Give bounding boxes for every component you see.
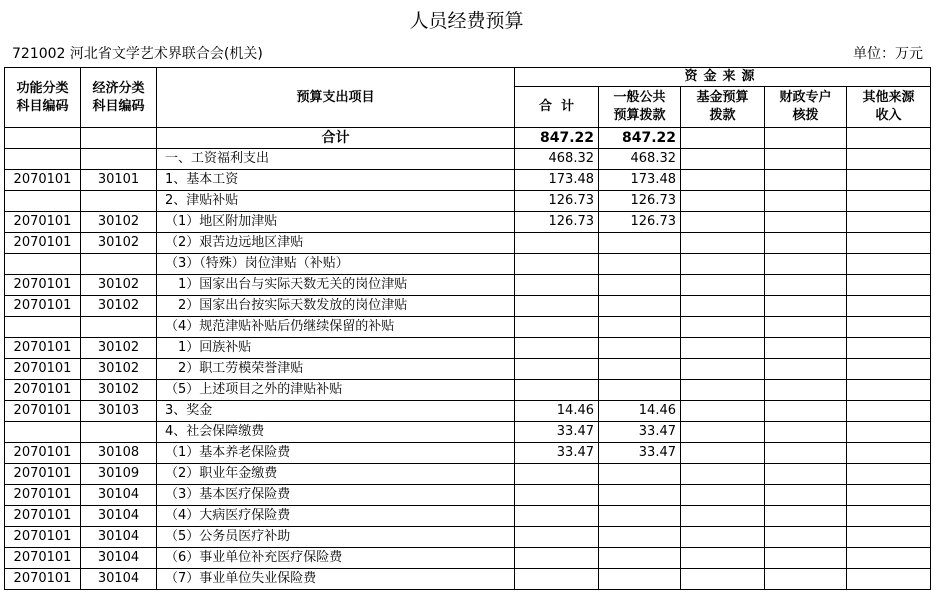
fund-budget-cell xyxy=(681,233,765,254)
total-cell: 33.47 xyxy=(515,443,599,464)
item-cell: 1）回族补贴 xyxy=(157,338,515,359)
item-cell: （6）事业单位补充医疗保险费 xyxy=(157,548,515,569)
item-cell: （1）地区附加津贴 xyxy=(157,212,515,233)
func-code-cell: 2070101 xyxy=(5,527,81,548)
total-cell xyxy=(515,506,599,527)
total-econ-cell xyxy=(81,128,157,149)
table-row xyxy=(5,443,931,464)
item-cell: 1）国家出台与实际天数无关的岗位津贴 xyxy=(157,275,515,296)
page-title: 人员经费预算 xyxy=(409,10,524,32)
other-income-cell xyxy=(847,191,931,212)
fiscal-special-cell xyxy=(765,527,847,548)
fund-budget-cell xyxy=(681,212,765,233)
econ-code-cell xyxy=(81,422,157,443)
item-cell: （3）基本医疗保险费 xyxy=(157,485,515,506)
item-cell: （7）事业单位失业保险费 xyxy=(157,569,515,590)
header-fund-budget xyxy=(681,87,765,128)
econ-code-cell xyxy=(81,191,157,212)
fiscal-special-cell xyxy=(765,422,847,443)
fiscal-special-cell xyxy=(765,569,847,590)
fiscal-special-cell xyxy=(765,548,847,569)
fund-budget-cell xyxy=(681,275,765,296)
header-econ-code xyxy=(81,68,157,128)
other-income-cell xyxy=(847,527,931,548)
general-public-cell xyxy=(599,359,681,380)
fiscal-special-cell xyxy=(765,254,847,275)
general-public-cell xyxy=(599,569,681,590)
general-public-cell xyxy=(599,233,681,254)
total-cell xyxy=(515,275,599,296)
general-public-cell xyxy=(599,275,681,296)
econ-code-cell: 30102 xyxy=(81,212,157,233)
item-cell: （2）职业年金缴费 xyxy=(157,464,515,485)
econ-code-cell: 30104 xyxy=(81,506,157,527)
total-cell: 33.47 xyxy=(515,422,599,443)
header-general-public xyxy=(599,87,681,128)
table-row xyxy=(5,569,931,590)
fund-budget-cell xyxy=(681,317,765,338)
fund-budget-cell xyxy=(681,569,765,590)
header-fund-budget-line2: 拨款 xyxy=(709,108,736,123)
other-income-cell xyxy=(847,233,931,254)
total-cell xyxy=(515,359,599,380)
general-public-cell xyxy=(599,464,681,485)
budget-table xyxy=(4,67,931,590)
table-row xyxy=(5,359,931,380)
fiscal-special-cell xyxy=(765,317,847,338)
header-econ-code-line2: 科目编码 xyxy=(92,98,145,114)
general-public-cell: 33.47 xyxy=(599,443,681,464)
item-cell: 4、社会保障缴费 xyxy=(157,422,515,443)
header-func-code-line1: 功能分类 xyxy=(16,80,69,96)
total-cell xyxy=(515,338,599,359)
func-code-cell xyxy=(5,254,81,275)
fund-budget-cell xyxy=(681,380,765,401)
general-public-cell xyxy=(599,317,681,338)
econ-code-cell: 30108 xyxy=(81,443,157,464)
fund-budget-cell xyxy=(681,149,765,170)
func-code-cell xyxy=(5,317,81,338)
fiscal-special-cell xyxy=(765,212,847,233)
other-income-cell xyxy=(847,170,931,191)
total-cell xyxy=(515,569,599,590)
econ-code-cell: 30104 xyxy=(81,527,157,548)
fund-budget-cell xyxy=(681,359,765,380)
item-cell: 3、奖金 xyxy=(157,401,515,422)
fund-budget-cell xyxy=(681,506,765,527)
header-other-income-line2: 收入 xyxy=(875,108,902,123)
fiscal-special-cell xyxy=(765,275,847,296)
other-income-cell xyxy=(847,359,931,380)
item-cell: 1、基本工资 xyxy=(157,170,515,191)
other-income-cell xyxy=(847,338,931,359)
fund-budget-cell xyxy=(681,443,765,464)
total-row xyxy=(5,128,931,149)
other-income-cell xyxy=(847,485,931,506)
econ-code-cell: 30102 xyxy=(81,338,157,359)
item-cell: （5）上述项目之外的津贴补贴 xyxy=(157,380,515,401)
header-total: 合 计 xyxy=(515,87,599,128)
header-fiscal-special xyxy=(765,87,847,128)
total-other-income xyxy=(847,128,931,149)
general-public-cell xyxy=(599,338,681,359)
table-row xyxy=(5,485,931,506)
func-code-cell: 2070101 xyxy=(5,443,81,464)
total-cell: 173.48 xyxy=(515,170,599,191)
table-row xyxy=(5,464,931,485)
general-public-cell: 173.48 xyxy=(599,170,681,191)
table-body xyxy=(5,128,931,590)
item-cell: （5）公务员医疗补助 xyxy=(157,527,515,548)
fund-budget-cell xyxy=(681,254,765,275)
econ-code-cell: 30104 xyxy=(81,485,157,506)
other-income-cell xyxy=(847,380,931,401)
item-cell: （4）大病医疗保险费 xyxy=(157,506,515,527)
item-cell: （2）艰苦边远地区津贴 xyxy=(157,233,515,254)
total-cell: 468.32 xyxy=(515,149,599,170)
item-cell: 2、津贴补贴 xyxy=(157,191,515,212)
fiscal-special-cell xyxy=(765,464,847,485)
table-row xyxy=(5,170,931,191)
fiscal-special-cell xyxy=(765,233,847,254)
other-income-cell xyxy=(847,464,931,485)
econ-code-cell: 30101 xyxy=(81,170,157,191)
fiscal-special-cell xyxy=(765,401,847,422)
func-code-cell: 2070101 xyxy=(5,401,81,422)
econ-code-cell xyxy=(81,149,157,170)
header-fiscal-special-line2: 核拨 xyxy=(792,108,819,123)
table-row xyxy=(5,338,931,359)
table-row xyxy=(5,191,931,212)
econ-code-cell: 30104 xyxy=(81,548,157,569)
unit-label: 单位：万元 xyxy=(853,46,923,62)
total-label: 合计 xyxy=(157,128,515,149)
table-row xyxy=(5,296,931,317)
general-public-cell: 468.32 xyxy=(599,149,681,170)
fiscal-special-cell xyxy=(765,380,847,401)
table-row xyxy=(5,212,931,233)
other-income-cell xyxy=(847,317,931,338)
func-code-cell: 2070101 xyxy=(5,359,81,380)
general-public-cell xyxy=(599,254,681,275)
other-income-cell xyxy=(847,506,931,527)
general-public-cell xyxy=(599,296,681,317)
header-general-public-line1: 一般公共 xyxy=(613,90,666,105)
econ-code-cell xyxy=(81,317,157,338)
header-fund-budget-line1: 基金预算 xyxy=(696,90,749,105)
total-cell: 14.46 xyxy=(515,401,599,422)
fiscal-special-cell xyxy=(765,359,847,380)
fund-budget-cell xyxy=(681,548,765,569)
total-cell xyxy=(515,380,599,401)
fund-budget-cell xyxy=(681,464,765,485)
fiscal-special-cell xyxy=(765,506,847,527)
func-code-cell: 2070101 xyxy=(5,506,81,527)
total-cell xyxy=(515,317,599,338)
total-func-cell xyxy=(5,128,81,149)
fund-budget-cell xyxy=(681,401,765,422)
func-code-cell: 2070101 xyxy=(5,485,81,506)
header-funding-source: 资金来源 xyxy=(515,68,931,87)
table-row xyxy=(5,506,931,527)
econ-code-cell: 30109 xyxy=(81,464,157,485)
func-code-cell: 2070101 xyxy=(5,338,81,359)
fiscal-special-cell xyxy=(765,443,847,464)
table-row xyxy=(5,422,931,443)
fund-budget-cell xyxy=(681,422,765,443)
general-public-cell xyxy=(599,485,681,506)
econ-code-cell xyxy=(81,254,157,275)
header-fiscal-special-line1: 财政专户 xyxy=(779,90,832,105)
table-row xyxy=(5,275,931,296)
other-income-cell xyxy=(847,254,931,275)
fiscal-special-cell xyxy=(765,170,847,191)
func-code-cell: 2070101 xyxy=(5,380,81,401)
func-code-cell: 2070101 xyxy=(5,170,81,191)
other-income-cell xyxy=(847,569,931,590)
general-public-cell xyxy=(599,548,681,569)
other-income-cell xyxy=(847,548,931,569)
total-cell xyxy=(515,485,599,506)
organization-line: 721002 河北省文学艺术界联合会(机关) xyxy=(12,46,263,62)
fund-budget-cell xyxy=(681,527,765,548)
item-cell: 2）职工劳模荣誉津贴 xyxy=(157,359,515,380)
general-public-cell xyxy=(599,380,681,401)
fund-budget-cell xyxy=(681,170,765,191)
header-func-code-line2: 科目编码 xyxy=(16,98,69,114)
func-code-cell xyxy=(5,422,81,443)
header-func-code xyxy=(5,68,81,128)
total-amount: 847.22 xyxy=(515,128,599,149)
econ-code-cell: 30102 xyxy=(81,275,157,296)
func-code-cell: 2070101 xyxy=(5,212,81,233)
fund-budget-cell xyxy=(681,485,765,506)
other-income-cell xyxy=(847,275,931,296)
func-code-cell xyxy=(5,149,81,170)
econ-code-cell: 30104 xyxy=(81,569,157,590)
header-other-income-line1: 其他来源 xyxy=(862,90,915,105)
table-row xyxy=(5,527,931,548)
func-code-cell: 2070101 xyxy=(5,233,81,254)
total-cell xyxy=(515,527,599,548)
other-income-cell xyxy=(847,401,931,422)
item-cell: （1）基本养老保险费 xyxy=(157,443,515,464)
item-cell: 一、工资福利支出 xyxy=(157,149,515,170)
item-cell: 2）国家出台按实际天数发放的岗位津贴 xyxy=(157,296,515,317)
total-cell xyxy=(515,233,599,254)
table-row xyxy=(5,401,931,422)
func-code-cell: 2070101 xyxy=(5,569,81,590)
other-income-cell xyxy=(847,296,931,317)
header-econ-code-line1: 经济分类 xyxy=(92,80,145,96)
item-cell: （3）（特殊）岗位津贴（补贴） xyxy=(157,254,515,275)
total-cell: 126.73 xyxy=(515,212,599,233)
other-income-cell xyxy=(847,149,931,170)
func-code-cell: 2070101 xyxy=(5,548,81,569)
total-cell xyxy=(515,254,599,275)
fiscal-special-cell xyxy=(765,191,847,212)
general-public-cell: 14.46 xyxy=(599,401,681,422)
total-general-public: 847.22 xyxy=(599,128,681,149)
fund-budget-cell xyxy=(681,338,765,359)
econ-code-cell: 30102 xyxy=(81,359,157,380)
func-code-cell: 2070101 xyxy=(5,464,81,485)
table-row xyxy=(5,380,931,401)
func-code-cell: 2070101 xyxy=(5,275,81,296)
table-header xyxy=(5,68,931,128)
fiscal-special-cell xyxy=(765,149,847,170)
econ-code-cell: 30102 xyxy=(81,296,157,317)
table-row xyxy=(5,254,931,275)
total-cell: 126.73 xyxy=(515,191,599,212)
header-general-public-line2: 预算拨款 xyxy=(613,108,666,123)
general-public-cell: 126.73 xyxy=(599,212,681,233)
table-row xyxy=(5,233,931,254)
total-cell xyxy=(515,548,599,569)
other-income-cell xyxy=(847,212,931,233)
item-cell: （4）规范津贴补贴后仍继续保留的补贴 xyxy=(157,317,515,338)
econ-code-cell: 30102 xyxy=(81,380,157,401)
general-public-cell xyxy=(599,527,681,548)
total-fiscal-special xyxy=(765,128,847,149)
table-row xyxy=(5,317,931,338)
econ-code-cell: 30103 xyxy=(81,401,157,422)
fund-budget-cell xyxy=(681,191,765,212)
other-income-cell xyxy=(847,443,931,464)
table-row xyxy=(5,548,931,569)
general-public-cell xyxy=(599,506,681,527)
table-row xyxy=(5,149,931,170)
header-item: 预算支出项目 xyxy=(157,68,515,128)
general-public-cell: 33.47 xyxy=(599,422,681,443)
fiscal-special-cell xyxy=(765,296,847,317)
general-public-cell: 126.73 xyxy=(599,191,681,212)
fiscal-special-cell xyxy=(765,485,847,506)
func-code-cell xyxy=(5,191,81,212)
header-other-income xyxy=(847,87,931,128)
econ-code-cell: 30102 xyxy=(81,233,157,254)
fiscal-special-cell xyxy=(765,338,847,359)
other-income-cell xyxy=(847,422,931,443)
fund-budget-cell xyxy=(681,296,765,317)
func-code-cell: 2070101 xyxy=(5,296,81,317)
total-cell xyxy=(515,464,599,485)
total-cell xyxy=(515,296,599,317)
total-fund-budget xyxy=(681,128,765,149)
